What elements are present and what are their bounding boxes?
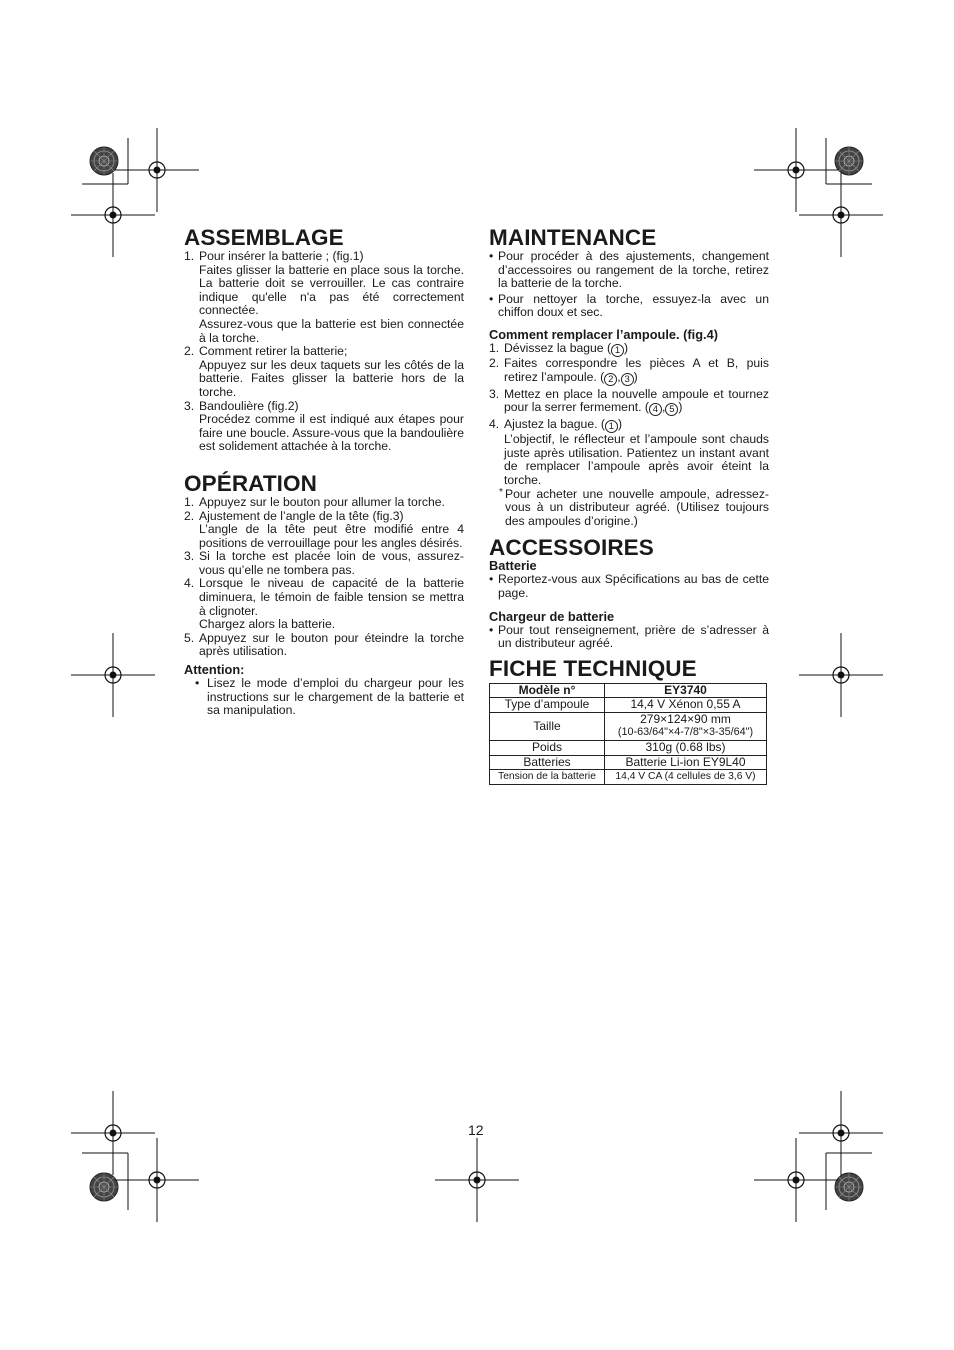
- maintenance-bullet-1: • Pour procéder à des ajustements, changement d’accessoires ou rangement de la torche, retirez la batterie de la torche.: [489, 249, 769, 291]
- spec-table: [489, 683, 767, 785]
- table-row: Type d’ampoule 14,4 V Xénon 0,55 A: [490, 698, 767, 713]
- bulb-step-1: 1. Dévissez la bague ( 1 ): [489, 340, 629, 356]
- accessoires-heading: ACCESSOIRES: [489, 535, 654, 561]
- bulb-footnote: * Pour acheter une nouvelle ampoule, adressez-vous à un distributeur agréé. (Utilisez toujours des ampoules d’origine.): [499, 486, 769, 528]
- left-column: [184, 226, 464, 718]
- chargeur-bullet: • Pour tout renseignement, prière de s’adresser à un distributeur agréé.: [489, 622, 769, 651]
- assemblage-item-3: 3. Bandoulière (fig.2) Procédez comme il est indiqué aux étapes pour faire une boucle. Assure-vous que la bandoulière est solidement attachée à la torche.: [184, 398, 464, 454]
- operation-item-3: 3. Si la torche est placée loin de vous, assurez-vous qu’elle ne tombera pas.: [184, 549, 464, 577]
- fiche-technique-heading: FICHE TECHNIQUE: [489, 655, 697, 681]
- table-row: Tension de la batterie 14,4 V CA (4 cellules de 3,6 V): [490, 770, 767, 785]
- assemblage-heading: ASSEMBLAGE: [184, 225, 344, 250]
- page-number: 12: [468, 1122, 484, 1138]
- bulb-step-4: 4. Ajustez la bague. ( 1 ) L’objectif, le réflecteur et l’ampoule sont chauds juste après utilisation. Patientez un instant avant de remplacer l’ampoule après avoir éteint la torche.: [489, 417, 769, 487]
- operation-heading: OPÉRATION: [184, 470, 317, 496]
- operation-item-2: 2. Ajustement de l’angle de la tête (fig.3) L’angle de la tête peut être modifié entre 4 positions de verrouillage pour les angles désirés.: [184, 508, 464, 550]
- table-row: Modèle n° EY3740: [490, 683, 767, 698]
- maintenance-heading: MAINTENANCE: [489, 225, 657, 250]
- operation-item-4: 4. Lorsque le niveau de capacité de la batterie diminuera, le témoin de faible tension se mettra à clignoter. Chargez alors la batterie.: [184, 576, 464, 632]
- attention-heading: Attention:: [184, 662, 245, 678]
- assemblage-item-2: 2. Comment retirer la batterie; Appuyez sur les deux taquets sur les côtés de la batterie. Faites glisser la batterie hors de la torche.: [184, 344, 464, 399]
- table-row: Batteries Batterie Li-ion EY9L40: [490, 755, 767, 770]
- right-column: [489, 226, 769, 785]
- operation-item-1: 1. Appuyez sur le bouton pour allumer la torche.: [184, 494, 445, 509]
- batterie-heading: Batterie: [489, 558, 537, 574]
- bulb-step-2: 2. Faites correspondre les pièces A et B, puis retirez l’ampoule. ( 2 , 3 ): [489, 355, 769, 385]
- chargeur-heading: Chargeur de batterie: [489, 608, 615, 624]
- table-row: Poids 310g (0.68 lbs): [490, 741, 767, 756]
- bullet-dot: •: [195, 676, 200, 691]
- operation-item-5: 5. Appuyez sur le bouton pour éteindre la torche après utilisation.: [184, 630, 464, 659]
- bulb-replace-heading: Comment remplacer l’ampoule. (fig.4): [489, 326, 718, 342]
- attention-bullet: • Lisez le mode d’emploi du chargeur pour les instructions sur le chargement de la batterie et sa manipulation.: [195, 676, 464, 718]
- table-row: Taille 279×124×90 mm (10-63/64"×4-7/8"×3-35/64"): [490, 712, 767, 740]
- batterie-bullet: • Reportez-vous aux Spécifications au bas de cette page.: [489, 572, 769, 600]
- assemblage-item-1: 1. Pour insérer la batterie ; (fig.1) Faites glisser la batterie en place sous la torche. La batterie doit se verrouiller. Le cas contraire indique qu'elle n'a pas été correctement connectée. Assurez-vous que la batterie est bien connectée à la torche.: [184, 249, 464, 345]
- bulb-step-3: 3. Mettez en place la nouvelle ampoule et tournez pour la serrer fermement. ( 4 , 5 ): [489, 386, 769, 416]
- maintenance-bullet-2: • Pour nettoyer la torche, essuyez-la avec un chiffon doux et sec.: [489, 291, 769, 320]
